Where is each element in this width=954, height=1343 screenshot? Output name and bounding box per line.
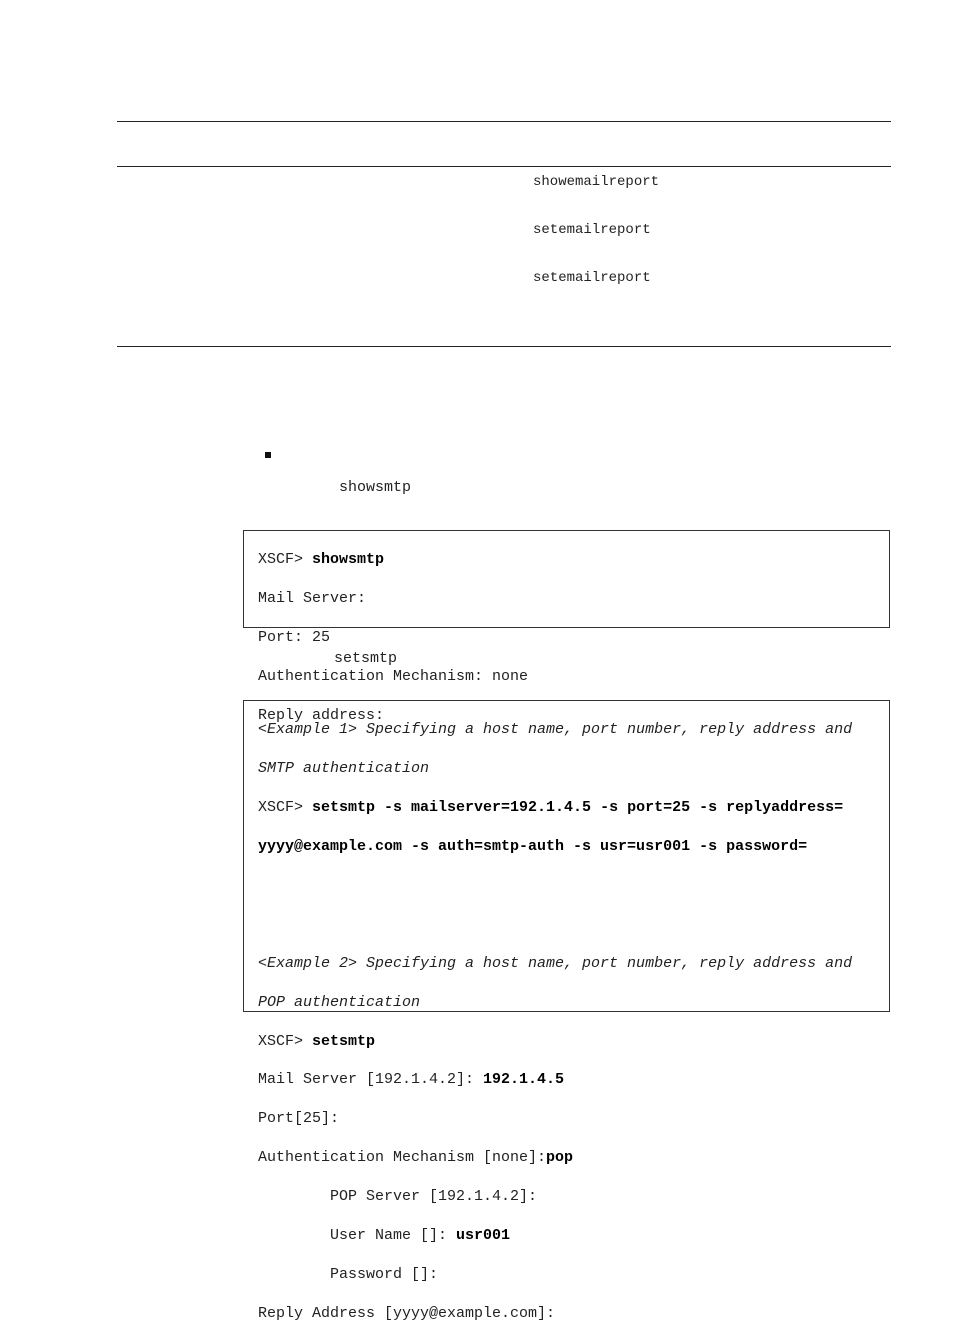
code-line	[258, 1070, 889, 1089]
blank-line	[258, 876, 889, 895]
code-line: Port[25]:	[258, 1110, 340, 1128]
input-value: 192.1.4.5	[483, 1071, 565, 1089]
table-cell-command-3: setemailreport	[533, 270, 651, 286]
blank-line	[258, 915, 889, 934]
command-text: showsmtp	[312, 551, 385, 569]
command-text: setsmtp	[312, 1032, 376, 1050]
command-text: setsmtp -s mailserver=192.1.4.5 -s port=25 -s replyaddress=	[312, 799, 844, 817]
code-line	[258, 1226, 889, 1245]
prompt-text: User Name []:	[258, 1227, 457, 1245]
table-top-rule	[117, 121, 891, 122]
inline-command-setsmtp: setsmtp	[334, 650, 398, 667]
code-line: yyyy@example.com -s auth=smtp-auth -s usr=usr001 -s password=	[258, 838, 808, 856]
table-cell-command-1: showemailreport	[533, 174, 660, 190]
prompt: XSCF>	[258, 1032, 313, 1050]
code-line	[258, 1032, 889, 1051]
input-value: pop	[546, 1149, 574, 1167]
prompt: XSCF>	[258, 551, 313, 569]
code-line	[258, 550, 889, 569]
code-comment: <Example 1> Specifying a host name, port number, reply address and	[258, 721, 853, 739]
table-cell-command-2: setemailreport	[533, 222, 651, 238]
code-comment: <Example 2> Specifying a host name, port number, reply address and	[258, 954, 853, 972]
prompt-text: Authentication Mechanism [none]:	[258, 1149, 547, 1167]
code-line: Password []:	[258, 1265, 439, 1283]
table-bottom-rule	[117, 346, 891, 347]
code-line: Port: 25	[258, 629, 331, 647]
prompt-text: Mail Server [192.1.4.2]:	[258, 1071, 484, 1089]
code-line: Reply Address [yyyy@example.com]:	[258, 1304, 556, 1322]
code-comment: POP authentication	[258, 993, 421, 1011]
table-header-rule	[117, 166, 891, 167]
prompt: XSCF>	[258, 799, 313, 817]
code-comment: SMTP authentication	[258, 760, 430, 778]
code-line: POP Server [192.1.4.2]:	[258, 1188, 538, 1206]
code-line	[258, 1148, 889, 1167]
code-line: Reply address:	[258, 707, 385, 725]
inline-command-showsmtp: showsmtp	[339, 479, 412, 496]
bullet-marker	[265, 452, 271, 458]
code-line: Mail Server:	[258, 590, 367, 608]
code-line	[258, 798, 889, 817]
code-block-setsmtp	[243, 700, 890, 1322]
code-line: Authentication Mechanism: none	[258, 668, 529, 686]
input-value: usr001	[456, 1227, 511, 1245]
